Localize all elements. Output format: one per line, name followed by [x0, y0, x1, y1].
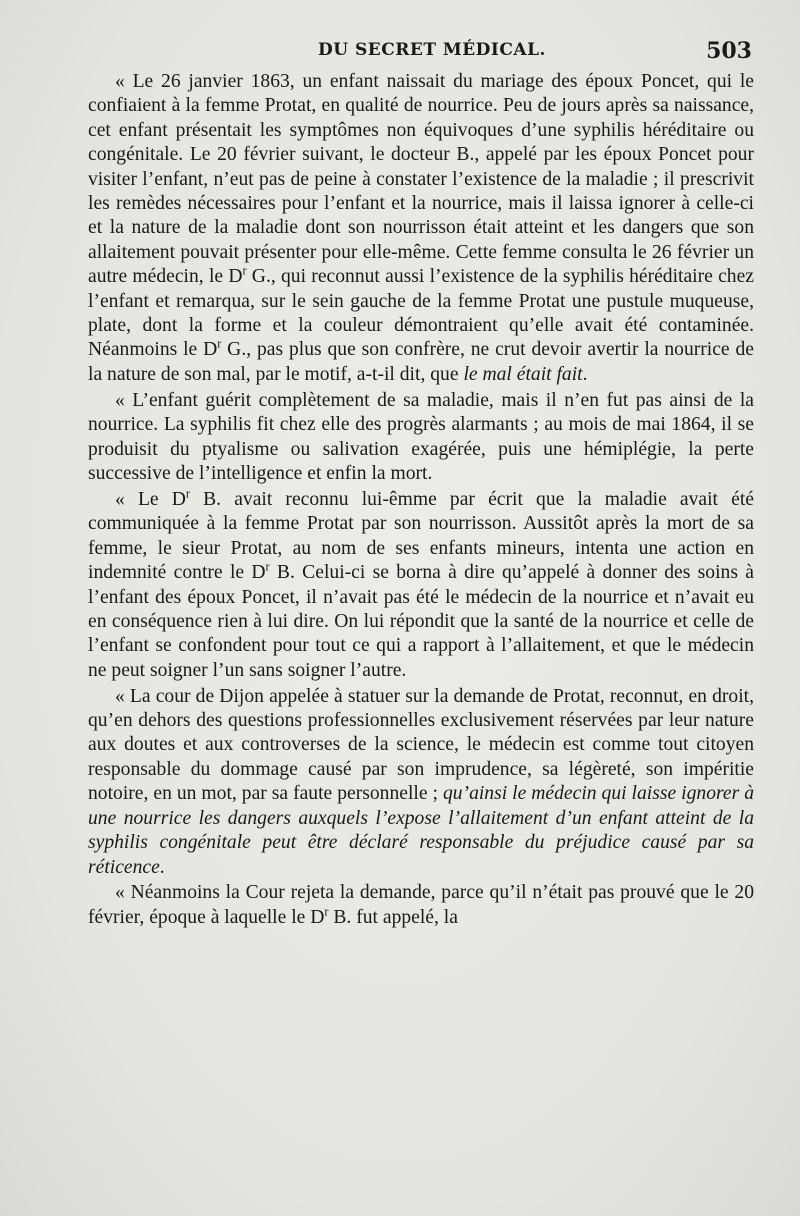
- text-segment: « Le 26 janvier 1863, un enfant naissait du mariage des époux Poncet, qui le confiaient à la femme Protat, en qualité de nourrice. Peu de jours après sa naissance, cet enfant présentait les symptômes non équivoques d’une syphilis héréditaire ou congénitale. Le 20 février suivant, le docteur B., appelé par les époux Poncet pour visiter l’enfant, n’eut pas de peine à constater l’existence de la maladie ; il prescrivit les remèdes nécessaires pour l’enfant et la nourrice, mais il laissa ignorer à celle-ci et la nature de la maladie dont son nourrisson était atteint et les dangers que son allaitement pouvait présenter pour elle-même. Cette femme consulta le 26 février un autre médecin, le D: [88, 71, 754, 288]
- text-segment: « L’enfant guérit complètement de sa maladie, mais il n’en fut pas ainsi de la nourrice. La syphilis fit chez elle des progrès alarmants ; au mois de mai 1864, il se produisit du ptyalisme ou salivation exagérée, puis une hémiplégie, la perte successive de l’intelligence et enfin la mort.: [88, 389, 754, 484]
- italic-text: le mal était fait: [463, 363, 583, 385]
- paragraph: [88, 881, 754, 930]
- text-segment: .: [582, 363, 588, 385]
- text-segment: B. avait reconnu lui-êmme par écrit que la maladie avait été communiquée à la femme Protat par son nourrisson. Aussitôt après la mort de sa femme, le sieur Protat, au nom de ses enfants mineurs, intenta une action en indemnité contre le D: [88, 488, 754, 584]
- running-title: DU SECRET MÉDICAL.: [318, 40, 546, 60]
- superscript-text: r: [242, 263, 247, 278]
- text-segment: .: [159, 856, 165, 878]
- text-segment: G., qui reconnut aussi l’existence de la syphilis héréditaire chez l’enfant et remarqua, sur le sein gauche de la femme Protat une pustule muqueuse, plate, dont la forme et la couleur démontraient qu’elle avait été contaminée. Néanmoins le D: [88, 266, 754, 361]
- paragraph: [88, 685, 754, 880]
- page-number: 503: [706, 38, 752, 64]
- page-header: [88, 38, 758, 68]
- paragraph: [88, 70, 754, 387]
- text-segment: « Néanmoins la Cour rejeta la demande, parce qu’il n’était pas prouvé que le 20 février, époque à laquelle le D: [88, 882, 754, 928]
- superscript-text: r: [217, 336, 222, 351]
- italic-text: qu’ainsi le médecin qui laisse ignorer à une nourrice les dangers auxquels l’expose l’allaitement d’un enfant atteint de la syphilis congénitale peut être déclaré responsable du préjudice causé par sa réticence: [88, 783, 754, 878]
- superscript-text: r: [265, 559, 270, 574]
- paragraph: [88, 389, 754, 487]
- superscript-text: r: [185, 486, 190, 501]
- body-text: [88, 70, 754, 932]
- text-segment: B. fut appelé, la: [328, 906, 458, 928]
- text-segment: « La cour de Dijon appelée à statuer sur la demande de Protat, reconnut, en droit, qu’en dehors des questions professionnelles exclusivement réservées par leur nature aux doutes et aux controverses de la science, le médecin est comme tout citoyen responsable du dommage causé par son imprudence, sa légèreté, son impéritie notoire, en un mot, par sa faute personnelle ;: [88, 685, 754, 805]
- superscript-text: r: [324, 904, 329, 919]
- text-segment: G., pas plus que son confrère, ne crut devoir avertir la nourrice de la nature de son mal, par le motif, a-t-il dit, que: [88, 339, 754, 385]
- text-segment: B. Celui-ci se borna à dire qu’appelé à donner des soins à l’enfant des époux Poncet, il n’avait pas été le médecin de la nourrice et n’avait eu en conséquence rien à lui dire. On lui répondit que la santé de la nourrice et celle de l’enfant se confondent pour tout ce qui a rapport à l’allaitement, et que le médecin ne peut soigner l’un sans soigner l’autre.: [88, 562, 754, 681]
- paragraph: [88, 488, 754, 683]
- text-segment: « Le D: [115, 488, 186, 510]
